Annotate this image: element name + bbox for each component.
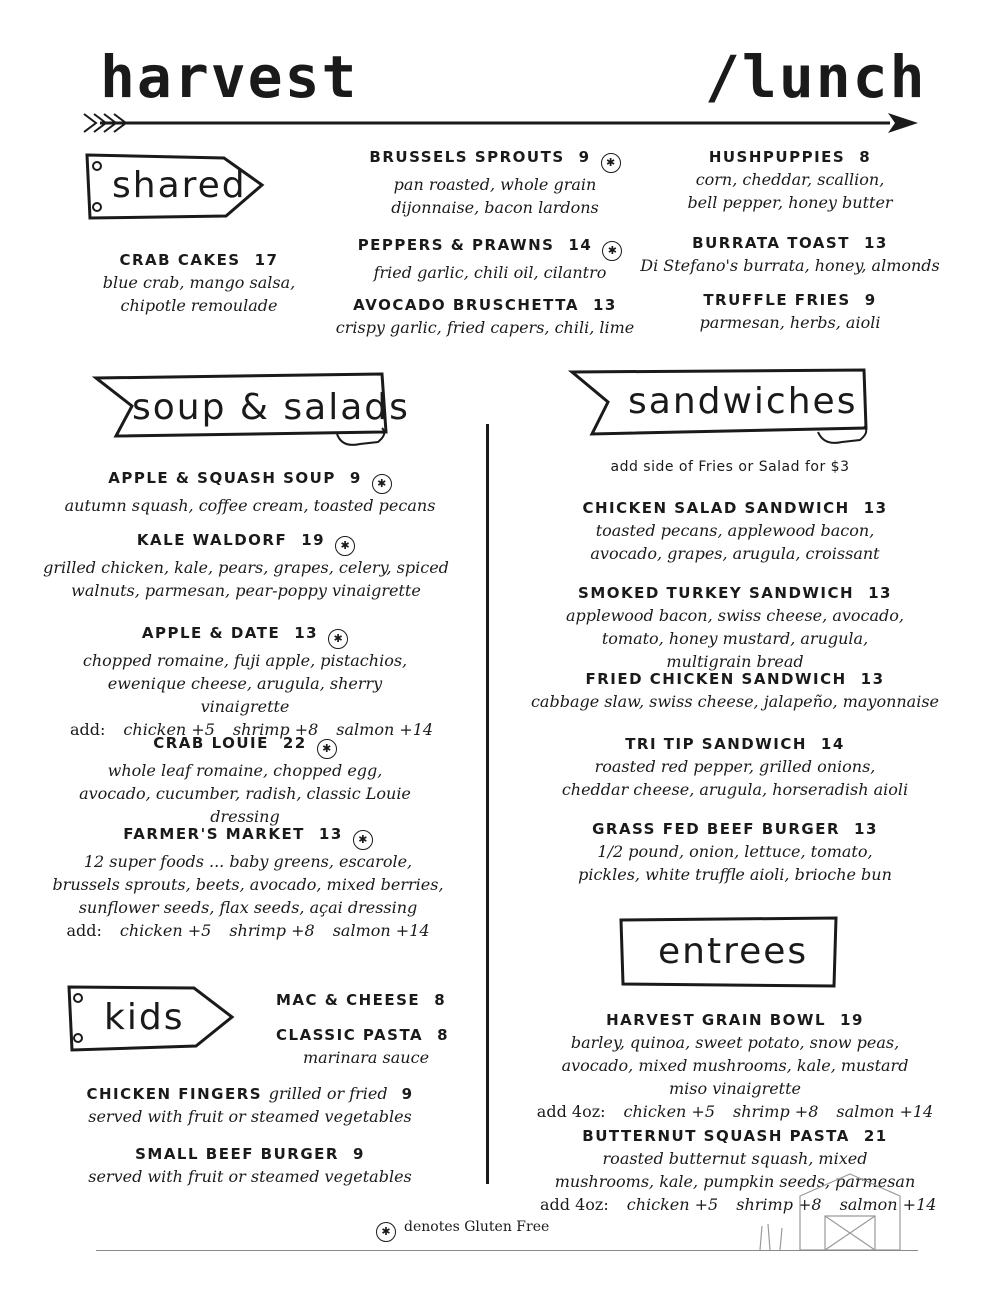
- wheat-icon: ✱: [372, 474, 392, 494]
- menu-item: CHICKEN FINGERS grilled or fried 9 served with fruit or steamed vegetables: [86, 1084, 414, 1126]
- menu-item: KALE WALDORF 19 ✱ grilled chicken, kale, pears, grapes, celery, spiced walnuts, parmesan, pear-poppy vinaigrette: [43, 531, 449, 600]
- menu-item: TRI TIP SANDWICH 14 roasted red pepper, grilled onions, cheddar cheese, arugula, horseradish aioli: [561, 735, 909, 799]
- menu-item: CRAB LOUIE 22 ✱ whole leaf romaine, chopped egg, avocado, cucumber, radish, classic Louie dressing: [79, 734, 411, 826]
- brand-title: harvest: [100, 43, 359, 111]
- wheat-icon: ✱: [376, 1222, 396, 1242]
- menu-item: BURRATA TOAST 13 Di Stefano's burrata, honey, almonds: [640, 234, 940, 275]
- section-title-shared: shared: [112, 165, 247, 206]
- wheat-icon: ✱: [353, 830, 373, 850]
- menu-item: HUSHPUPPIES 8 corn, cheddar, scallion, bell pepper, honey butter: [687, 148, 893, 212]
- menu-item: CHICKEN SALAD SANDWICH 13 toasted pecans, applewood bacon, avocado, grapes, arugula, croissant: [582, 499, 888, 563]
- menu-item: HARVEST GRAIN BOWL 19 barley, quinoa, sweet potato, snow peas, avocado, mixed mushrooms, kale, mustard miso vinaigrette add 4oz: chicken +5 shrimp +8 salmon +14: [530, 1009, 940, 1124]
- menu-item: APPLE & DATE 13 ✱ chopped romaine, fuji apple, pistachios, ewenique cheese, arugula, sherry vinaigrette add: chicken +5 shrimp +8 salmon +14: [70, 622, 420, 742]
- menu-item: FRIED CHICKEN SANDWICH 13 cabbage slaw, swiss cheese, jalapeño, mayonnaise: [530, 670, 940, 711]
- section-title-soup-salads: soup & salads: [132, 387, 410, 428]
- menu-item: SMOKED TURKEY SANDWICH 13 applewood bacon, swiss cheese, avocado, tomato, honey mustard, arugula, multigrain bread: [565, 584, 904, 671]
- add-protein-line: add: chicken +5 shrimp +8 salmon +14: [66, 921, 430, 940]
- menu-item: PEPPERS & PRAWNS 14 ✱ fried garlic, chili oil, cilantro: [340, 234, 640, 284]
- add-protein-line: add 4oz: chicken +5 shrimp +8 salmon +14: [536, 1102, 934, 1121]
- meal-title: /lunch: [705, 43, 927, 111]
- menu-item: SMALL BEEF BURGER 9 served with fruit or steamed vegetables: [88, 1145, 412, 1186]
- menu-item: FARMER'S MARKET 13 ✱ 12 super foods ... baby greens, escarole, brussels sprouts, beets, avocado, mixed berries, sunflower seeds, flax seeds, açai dressing add: chicken +5 shrimp +8 salmon +14: [50, 823, 446, 943]
- section-title-kids: kids: [104, 997, 185, 1038]
- wheat-icon: ✱: [335, 536, 355, 556]
- arrow-divider-icon: [80, 110, 920, 140]
- wheat-icon: ✱: [602, 241, 622, 261]
- menu-item: MAC & CHEESE 8: [276, 991, 447, 1009]
- add-protein-line: add 4oz: chicken +5 shrimp +8 salmon +14: [540, 1195, 937, 1214]
- section-title-sandwiches: sandwiches: [628, 381, 858, 422]
- wheat-icon: ✱: [601, 153, 621, 173]
- menu-item: APPLE & SQUASH SOUP 9 ✱ autumn squash, coffee cream, toasted pecans: [64, 469, 436, 515]
- wheat-icon: ✱: [317, 739, 337, 759]
- menu-item: CRAB CAKES 17 blue crab, mango salsa, chipotle remoulade: [102, 251, 296, 315]
- add-protein-line: add: chicken +5 shrimp +8 salmon +14: [70, 720, 434, 739]
- menu-item: BRUSSELS SPROUTS 9 ✱ pan roasted, whole grain dijonnaise, bacon lardons: [360, 146, 630, 219]
- sandwiches-note: add side of Fries or Salad for $3: [610, 459, 850, 475]
- footer-rule: [96, 1250, 918, 1251]
- barn-sketch-icon: [740, 1166, 920, 1256]
- menu-item: BUTTERNUT SQUASH PASTA 21 roasted butternut squash, mixed mushrooms, kale, pumpkin seeds, parmesan add 4oz: chicken +5 shrimp +8 salmon +14: [540, 1125, 930, 1217]
- column-divider: [486, 424, 489, 1184]
- menu-item: AVOCADO BRUSCHETTA 13 crispy garlic, fried capers, chili, lime: [335, 296, 635, 337]
- wheat-icon: ✱: [328, 629, 348, 649]
- menu-item: CLASSIC PASTA 8 marinara sauce: [276, 1026, 450, 1067]
- menu-item: GRASS FED BEEF BURGER 13 1/2 pound, onion, lettuce, tomato, pickles, white truffle aioli, brioche bun: [578, 820, 892, 884]
- section-title-entrees: entrees: [658, 931, 809, 972]
- gf-legend: ✱ denotes Gluten Free: [376, 1216, 549, 1242]
- menu-item: TRUFFLE FRIES 9 parmesan, herbs, aioli: [699, 291, 881, 332]
